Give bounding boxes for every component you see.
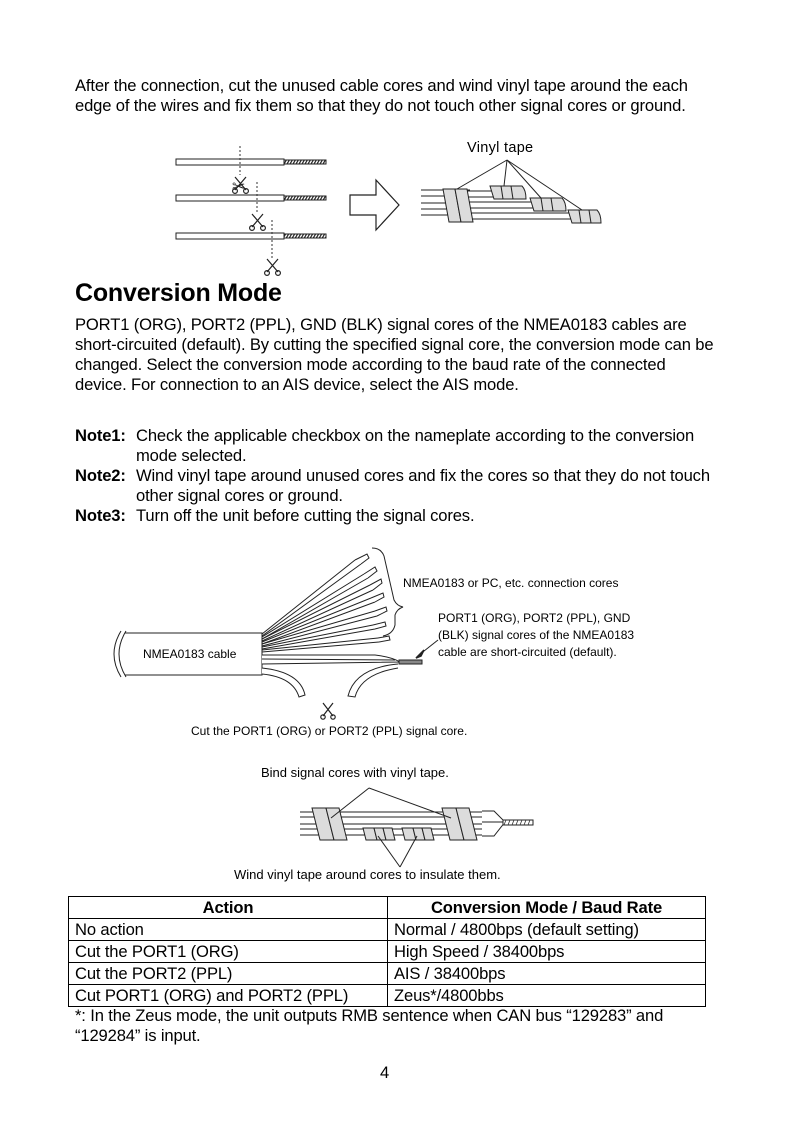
action-cell: Cut the PORT1 (ORG) [69, 941, 388, 963]
note-item [75, 466, 725, 506]
nmea-cable-label: NMEA0183 cable [143, 647, 237, 661]
wind-tape-label: Wind vinyl tape around cores to insulate them. [234, 867, 501, 882]
bind-tape-figure [0, 785, 793, 865]
table-footnote: *: In the Zeus mode, the unit outputs RMB sentence when CAN bus “129283” and “129284” is input. [75, 1006, 664, 1045]
vinyl-tape-label: Vinyl tape [467, 140, 534, 156]
svg-text:✂: ✂ [232, 177, 246, 196]
note-text: Check the applicable checkbox on the nameplate according to the conversion mode selected. [136, 426, 695, 465]
short-circuit-label [438, 610, 634, 661]
arrow-right-icon [350, 180, 399, 230]
nmea-cable-figure [0, 540, 793, 720]
action-cell: No action [69, 919, 388, 941]
table-header-row [69, 897, 706, 919]
page-number: 4 [380, 1063, 390, 1082]
note-label: Note3: [75, 506, 126, 525]
scissors-icon [321, 703, 335, 719]
cut-cores-figure [0, 140, 793, 280]
table-row [69, 941, 706, 963]
table-row [69, 963, 706, 985]
note-text: Wind vinyl tape around unused cores and fix the cores so that they do not touch other signal cores or ground. [136, 466, 710, 505]
conversion-mode-table [68, 896, 706, 1007]
column-header-action: Action [69, 897, 388, 919]
short-circuit-label-line: cable are short-circuited (default). [438, 645, 617, 659]
note-item [75, 426, 725, 466]
cut-core-label: Cut the PORT1 (ORG) or PORT2 (PPL) signal core. [191, 724, 468, 738]
action-cell: Cut PORT1 (ORG) and PORT2 (PPL) [69, 985, 388, 1007]
note-label: Note2: [75, 466, 126, 485]
bind-cores-label: Bind signal cores with vinyl tape. [261, 765, 449, 780]
section-title: Conversion Mode [75, 279, 282, 307]
column-header-mode: Conversion Mode / Baud Rate [388, 897, 706, 919]
note-text: Turn off the unit before cutting the signal cores. [136, 506, 475, 525]
note-item [75, 506, 725, 526]
mode-cell: Zeus*/4800bbs [388, 985, 706, 1007]
table-row [69, 919, 706, 941]
intro-paragraph: After the connection, cut the unused cable cores and wind vinyl tape around the each edge of the wires and fix them so that they do not touch other signal cores or ground. [75, 76, 688, 115]
table-row [69, 985, 706, 1007]
notes-list [75, 426, 725, 526]
mode-cell: High Speed / 38400bps [388, 941, 706, 963]
short-circuit-label-line: PORT1 (ORG), PORT2 (PPL), GND [438, 611, 631, 625]
section-body: PORT1 (ORG), PORT2 (PPL), GND (BLK) signal cores of the NMEA0183 cables are short-circuited (default). By cutting the specified signal core, the conversion mode can be changed. Select the conversion mode according to the baud rate of the connected device. For connection to an AIS device, select the AIS mode. [75, 315, 714, 394]
connection-cores-label: NMEA0183 or PC, etc. connection cores [403, 576, 619, 590]
mode-cell: Normal / 4800bps (default setting) [388, 919, 706, 941]
note-label: Note1: [75, 426, 126, 445]
action-cell: Cut the PORT2 (PPL) [69, 963, 388, 985]
mode-cell: AIS / 38400bps [388, 963, 706, 985]
short-circuit-label-line: (BLK) signal cores of the NMEA0183 [438, 628, 635, 642]
